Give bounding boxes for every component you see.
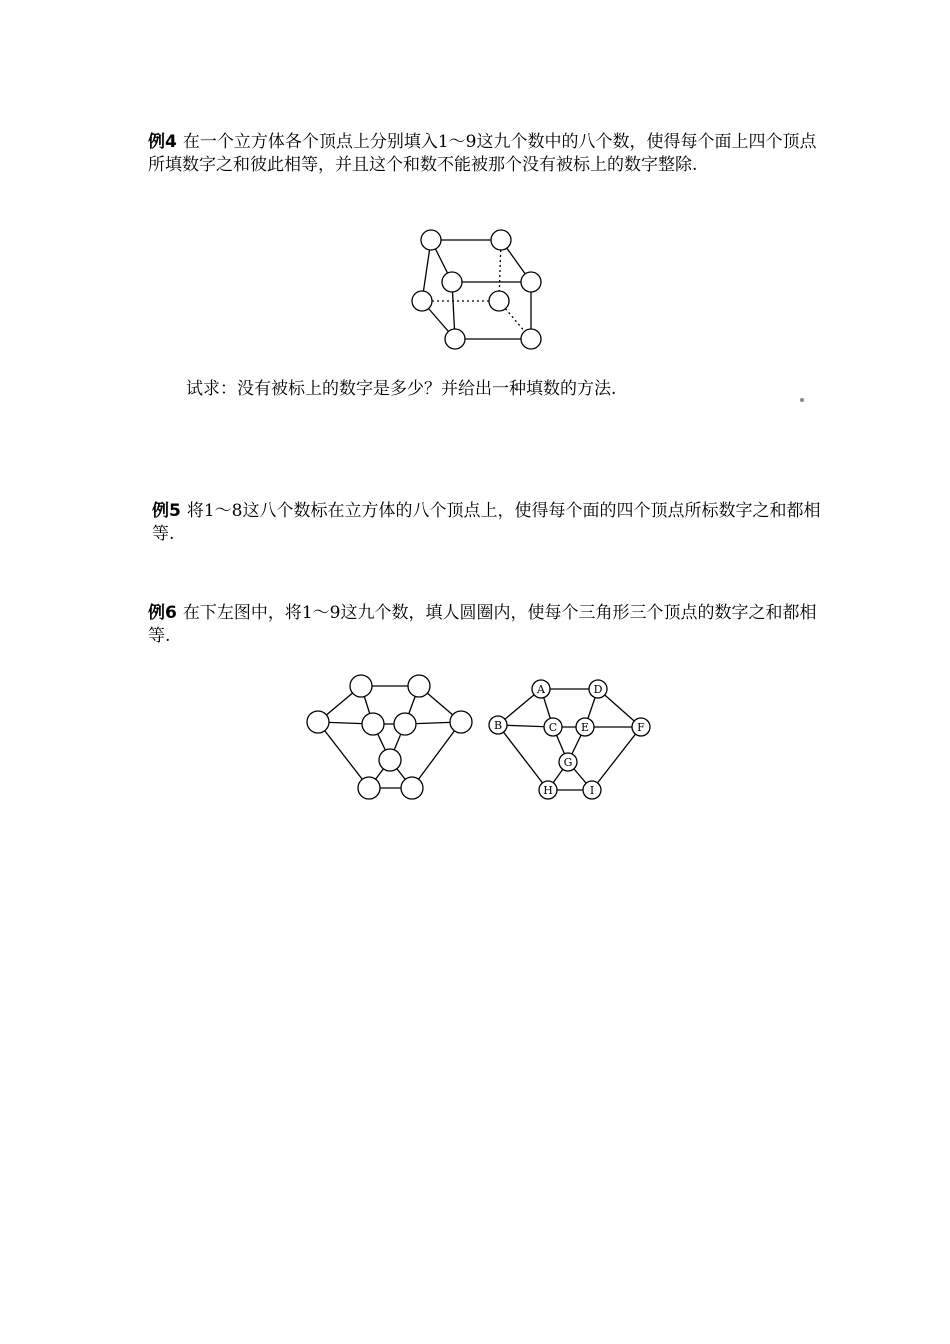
node-label-d: D [593,683,603,696]
node-label-a: A [537,683,545,696]
cube-vertex [491,230,511,250]
node-label-g: G [563,756,573,769]
node-label-c: C [548,721,558,734]
graph-node [379,749,401,771]
cube-vertex [521,329,541,349]
stray-mark [800,398,804,402]
example-6-label: 例6 [148,603,177,623]
cube-vertex [445,329,465,349]
example-4-text: 在一个立方体各个顶点上分别填入1～9这九个数中的八个数，使得每个面上四个顶点所填数字之和彼此相等，并且这个和数不能被那个没有被标上的数字整除. [148,132,817,175]
node-label-f: F [637,721,645,734]
right-graph-nodes [489,680,650,799]
graph-node [408,675,430,697]
node-label-e: E [580,721,590,734]
cube-edges [422,240,531,339]
graph-node [394,713,416,735]
triangle-graph-right [480,670,660,805]
example-4-paragraph [148,131,820,177]
right-graph-labels [494,683,645,797]
cube-vertex [442,272,462,292]
graph-node [362,713,384,735]
node-label-i: I [589,784,595,797]
example-6-text: 在下左图中，将1～9这九个数，填人圆圈内，使每个三角形三个顶点的数字之和都相等. [148,603,817,646]
example-5-paragraph [152,500,824,546]
right-graph-edges [498,689,641,790]
node-label-h: H [543,784,553,797]
cube-vertex [521,272,541,292]
graph-node [450,711,472,733]
graph-node [358,777,380,799]
cube-vertex [421,230,441,250]
example-5-label: 例5 [152,501,181,521]
left-graph-edges [318,686,461,788]
node-label-b: B [493,719,503,732]
graph-node [307,711,329,733]
cube-vertex [412,291,432,311]
triangle-graph-left [300,670,480,805]
cube-vertex [489,291,509,311]
graph-node [350,675,372,697]
graph-node [401,777,423,799]
cube-vertex-circles [412,230,541,349]
example-6-paragraph [148,602,820,648]
cube-figure [405,224,555,356]
example-5-text: 将1～8这八个数标在立方体的八个顶点上，使得每个面的四个顶点所标数字之和都相等. [152,501,821,544]
left-graph-circles [307,675,472,799]
example-4-question: 试求：没有被标上的数字是多少？并给出一种填数的方法. [186,379,617,399]
example-4-label: 例4 [148,132,177,152]
